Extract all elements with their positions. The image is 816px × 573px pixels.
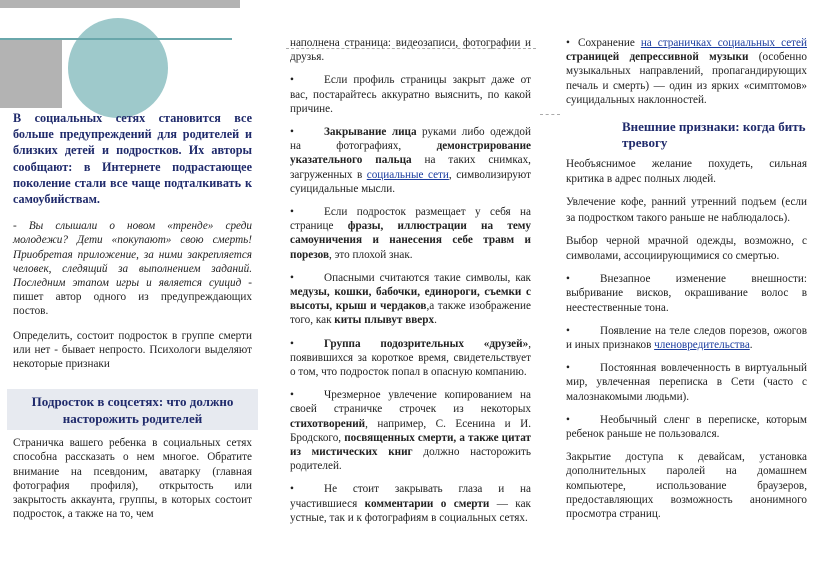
intro-paragraph: Определить, состоит подросток в группе смерти или нет - бывает непросто. Психологи выделяют некоторые признаки (13, 329, 252, 371)
list-item-text: , появившихся за короткое время, свидетельствует о том, что подросток попал в опасную компанию. (290, 337, 531, 379)
list-item (290, 125, 531, 196)
column-right (566, 36, 807, 521)
column-left (13, 110, 252, 521)
list-item (566, 36, 807, 107)
list-item-text: должно насторожить родителей. (290, 446, 532, 473)
bullet-dot: • (290, 389, 294, 402)
quote-text: - Вы слышали о новом «тренде» среди молодежи? Дети «покупают» свою смерть! Приобретая приложение, за ними закрепляется человек, следящий за выполнением заданий. Последним этапом игры и является суицид (13, 220, 252, 290)
grey-block-shape (0, 40, 62, 108)
list-item (566, 361, 807, 404)
bullet-dot: • (566, 273, 570, 286)
closing-paragraph: Закрытие доступа к девайсам, установка дополнительных паролей на домашнем компьютере, использование браузеров, предоставляющих возможность анонимного просмотра страниц. (566, 451, 807, 521)
list-item-text: Опасными считаются такие символы, как (324, 271, 531, 284)
list-item (290, 388, 531, 473)
bullet-dot: • (566, 362, 570, 375)
column-divider-line (540, 114, 560, 115)
emphasis-text: демонстрирование указательного пальца (290, 140, 531, 167)
list-item (566, 157, 807, 186)
body-paragraph: Страничка вашего ребенка в социальных сетях способна рассказать о нем многое. Обратите внимание на псевдоним, аватарку (главная фотография профиля), открытость или закрытость аккаунта, группы, в которых состоит подросток, а также на то, чем (13, 437, 252, 521)
emphasis-text: медузы, кошки, бабочки, единороги, съемки с высоты, крыш и чердаков (290, 286, 531, 313)
list-item-text: Если подросток размещает у себя на странице (290, 206, 531, 233)
list-item (566, 272, 807, 315)
bullet-dot: • (290, 74, 294, 87)
list-item (290, 271, 531, 328)
list-item (566, 324, 807, 352)
list-item (290, 482, 531, 525)
bullet-dot: • (566, 413, 570, 426)
emphasis-text: посвященных смерти, а также цитат из мистических книг (290, 431, 532, 459)
emphasis-text: фразы, иллюстрации на тему самоуничения и нанесения себе травм и порезов (290, 220, 531, 261)
bullet-dot: • (290, 337, 294, 350)
teal-rule-shape (0, 38, 232, 40)
bullet-dot: • (290, 483, 294, 496)
quote-paragraph (13, 219, 252, 318)
list-item-text: . (434, 314, 437, 327)
list-item-text: — как устные, так и к фотографиям в социальных сетях. (290, 497, 531, 524)
list-item-text: Если профиль страницы закрыт даже от вас, постарайтесь аккуратно выяснить, по какой причине. (290, 74, 531, 115)
social-pages-link[interactable]: на страничках социальных сетей (640, 37, 807, 49)
top-grey-band (0, 0, 240, 8)
list-item (290, 337, 531, 380)
warning-signs-heading: Внешние признаки: когда бить тревогу (622, 119, 806, 151)
bullet-dot: • (290, 271, 294, 284)
list-item (566, 195, 807, 224)
list-item-text: руками либо одеждой на фотографиях, (290, 126, 531, 153)
list-item-text: на таких снимках, загруженных в (290, 154, 531, 181)
list-item-text: Необъяснимое желание похудеть, сильная критика в адрес полных людей. (566, 158, 807, 186)
teal-circle-shape (68, 18, 168, 118)
list-item (290, 73, 531, 116)
list-item (566, 234, 807, 263)
list-item (566, 413, 807, 441)
list-item-text: Выбор черной мрачной одежды, возможно, с символами, ассоциирующимися со смертью. (566, 234, 807, 263)
bullet-dot: • (566, 324, 570, 337)
emphasis-text: комментарии о смерти (364, 497, 490, 510)
list-item-text: Увлечение кофе, ранний утренний подъем (если за подростком такого раньше не наблюдалось). (566, 196, 807, 224)
list-item-text: Не стоит закрывать глаза и на участившиеся (290, 483, 531, 510)
lead-paragraph: В социальных сетях становится все больше предупреждений для родителей и близких детей и подростков. Их авторы сообщают: в Интернете подрастающее поколение стали все чаще подталкивать к самоубийствам. (13, 111, 252, 207)
bullet-dot: • (290, 126, 294, 139)
self-harm-link[interactable]: членовредительства (654, 339, 750, 352)
column-middle (290, 36, 531, 534)
list-item-text: Сохранение (578, 37, 641, 49)
social-networks-link[interactable]: социальные сети (366, 168, 449, 181)
bullet-dot: • (290, 206, 294, 219)
list-item-text: (особенно музыкальных направлений, пропагандирующих печаль и смерть) — один из ярких «симптомов» суицидальных наклонностей. (566, 51, 807, 106)
list-item-text: Внезапное изменение внешности: выбривание висков, окрашивание волос в неестественные тона. (566, 273, 807, 314)
emphasis-text: страницей депрессивной музыки (566, 51, 749, 64)
emphasis-text: Закрывание лица (324, 126, 417, 139)
emphasis-text: киты плывут вверх (334, 314, 435, 327)
section-heading: Подросток в соцсетях: что должно насторожить родителей (7, 389, 258, 430)
list-item-text: , это плохой знак. (329, 248, 413, 261)
emphasis-text: Группа подозрительных «друзей» (324, 337, 529, 350)
quote-attribution: - пишет автор одного из предупреждающих постов. (13, 277, 252, 318)
continued-paragraph: наполнена страница: видеозаписи, фотографии и друзья. (290, 37, 531, 64)
bullet-dot: • (566, 37, 570, 49)
emphasis-text: стихотворений (290, 417, 366, 430)
list-item-text: ,а также изображение того, как (290, 300, 531, 327)
list-item-text: . (749, 339, 753, 352)
list-item-text: , например, С. Есенина и И. Бродского, (290, 417, 531, 444)
list-item-text: Появление на теле следов порезов, ожогов и иных признаков (566, 324, 807, 352)
list-item-text: Необычный сленг в переписке, которым ребенок раньше не пользовался. (566, 413, 807, 441)
list-item-text: , символизируют суицидальные мысли. (290, 168, 531, 195)
list-item (290, 205, 531, 262)
list-item-text: Постоянная вовлеченность в виртуальный мир, увлеченная переписка в Сети (часто с малознакомыми людьми). (566, 362, 807, 403)
list-item-text: Чрезмерное увлечение копированием на своей страничке строчек из некоторых (290, 389, 531, 416)
